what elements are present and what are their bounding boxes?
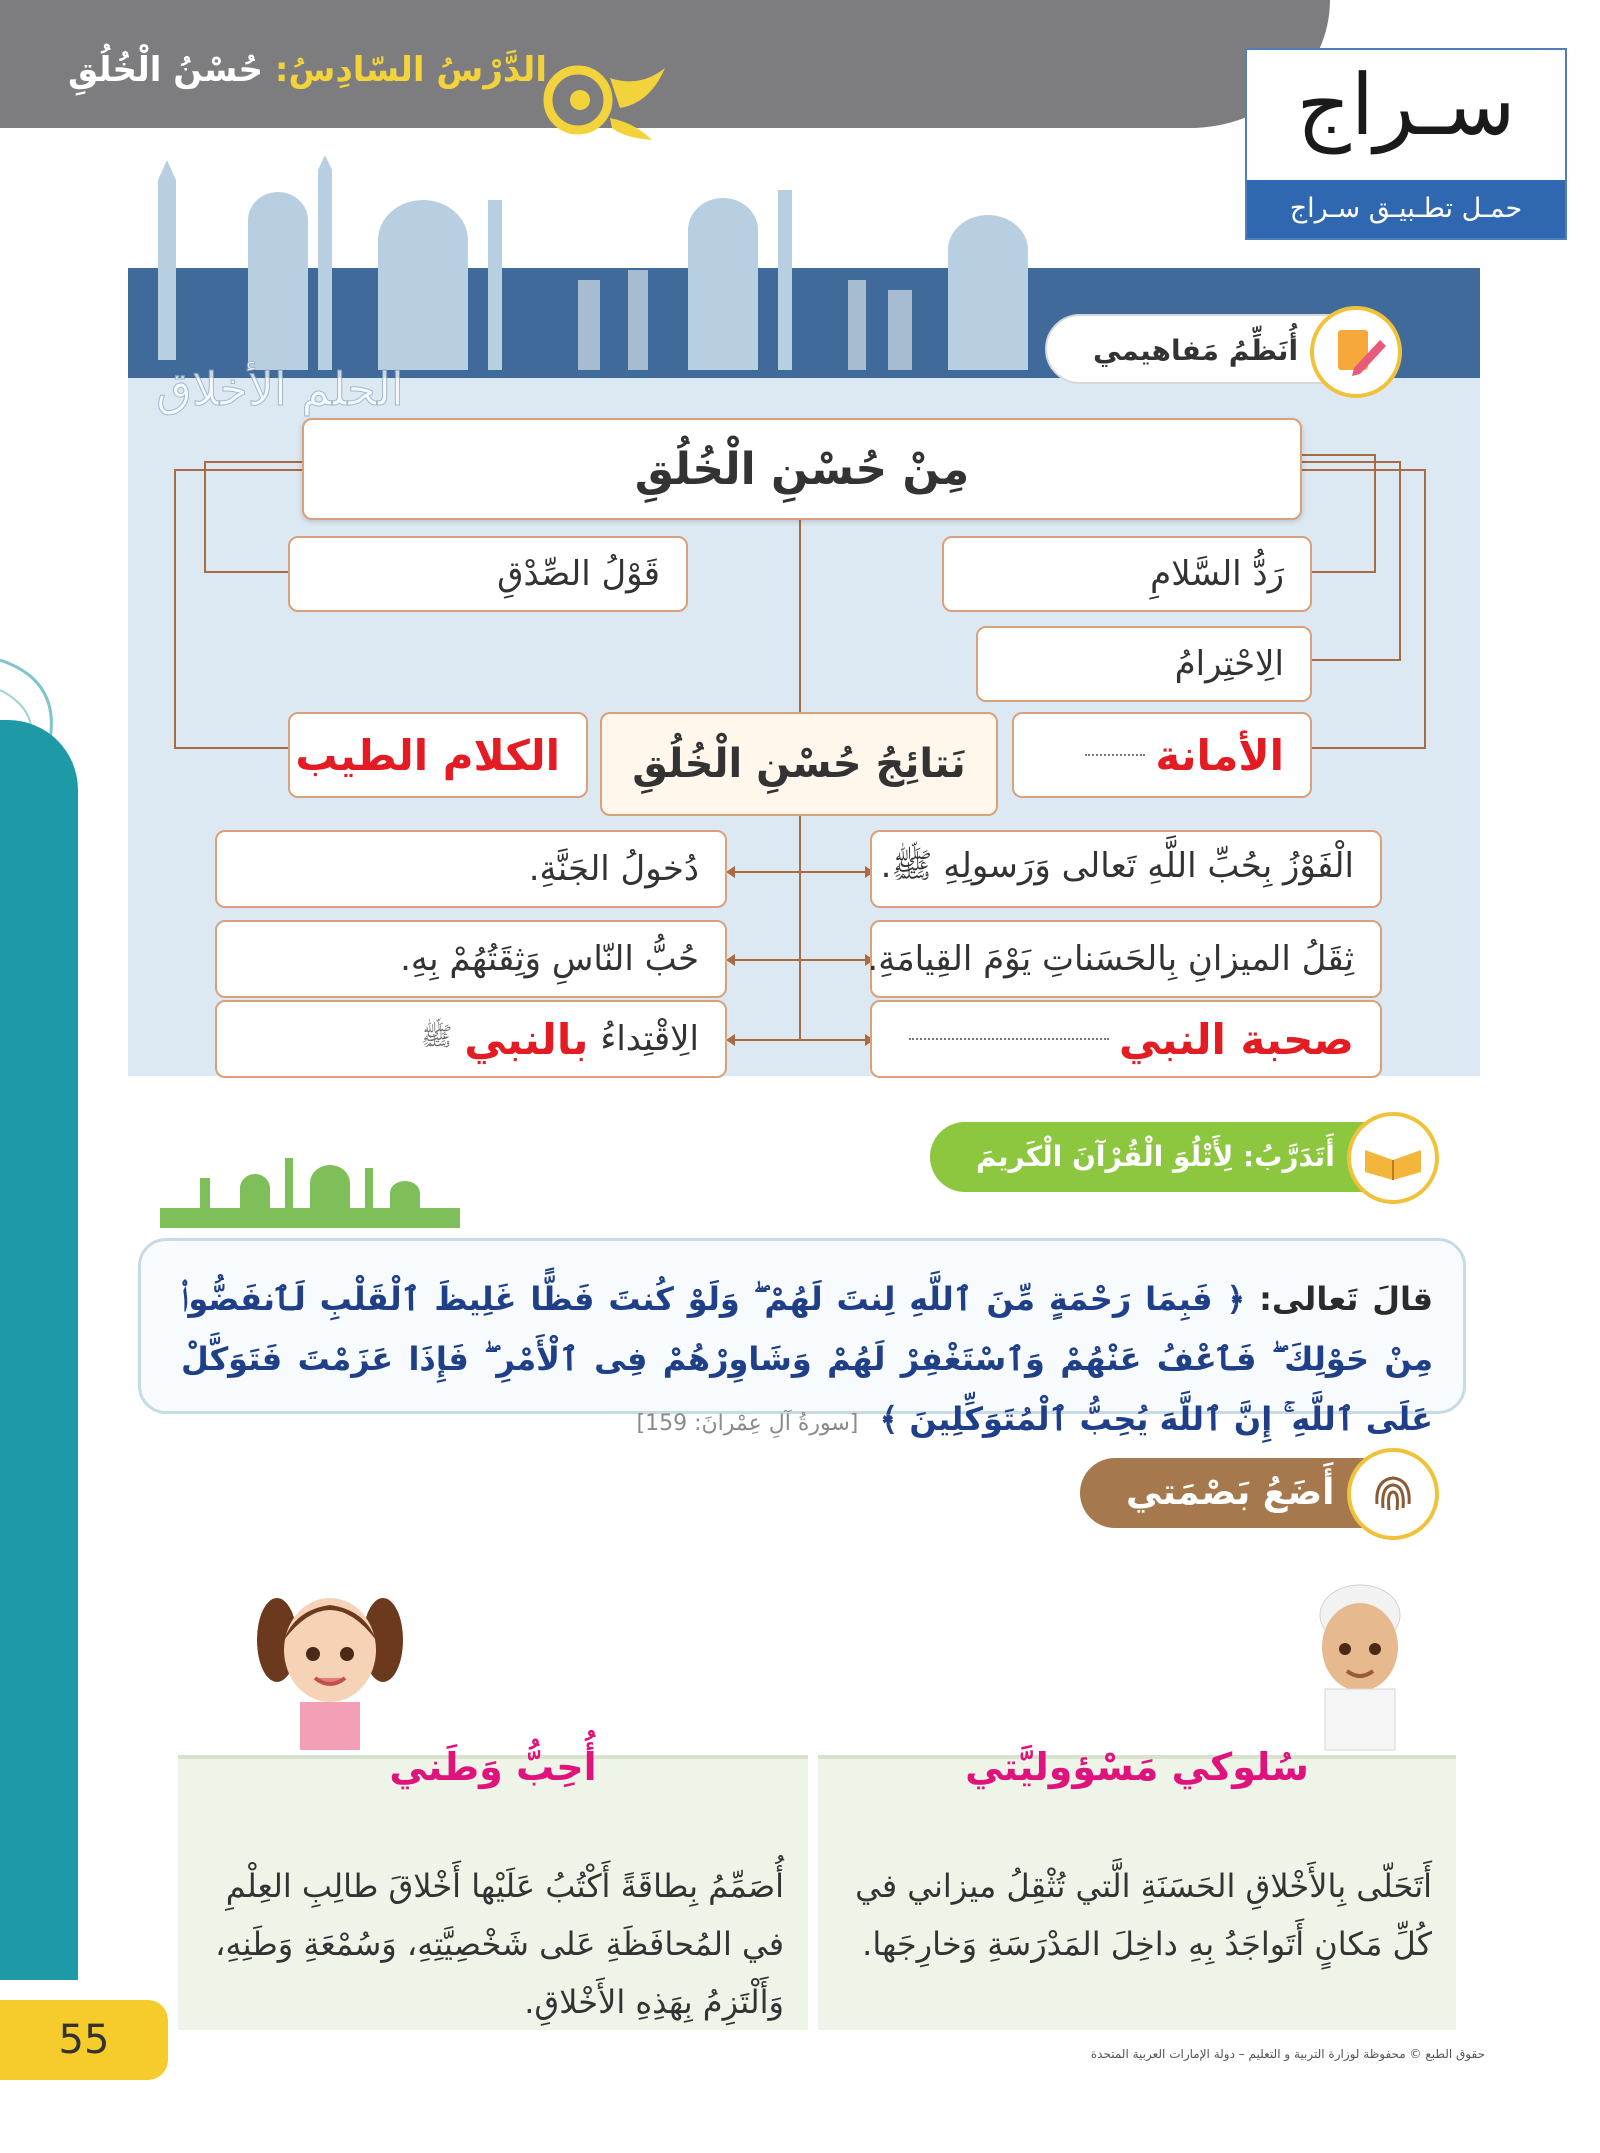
result-left-1: دُخولُ الجَنَّةِ. [215,830,727,908]
answer-kind-words[interactable]: الكلام الطيب [295,730,560,780]
card-my-behavior [818,1755,1456,2030]
green-mosque-decoration [160,1148,460,1228]
organize-label: أُنَظِّمُ مَفاهيمي [1093,334,1299,367]
card-love-homeland-title: أُحِبُّ وَطَني [389,1745,597,1789]
result-left-answer[interactable] [215,1000,727,1078]
result-right-2: ثِقَلُ الميزانِ بِالحَسَناتِ يَوْمَ القِيامَةِ. [870,920,1382,998]
logo-name: سـراج [1296,56,1516,154]
copyright-footer: حقوق الطبع © محفوظة لوزارة التربية و التعليم – دولة الإمارات العربية المتحدة [1090,2047,1485,2061]
quran-practice-tag [930,1122,1427,1192]
card-love-homeland-text: أُصَمِّمُ بِطاقَةً أَكْتُبُ عَلَيْها أَخْلاقَ طالِبِ العِلْمِ في المُحافَظَةِ عَلى شَخْصِيَّتِهِ، وَسُمْعَةِ وَطَنِهِ، وَأَلْتَزِمُ بِهَذِهِ الأَخْلاقِ. [215,1867,784,2021]
concept-main-title: مِنْ حُسْنِ الْخُلُقِ [302,418,1302,520]
answer-the-prophet[interactable]: بالنبي [464,1014,589,1064]
result-left-prefix: الِاقْتِداءُ [600,1019,699,1059]
page-number: 55 [0,2000,168,2080]
result-right-answer[interactable] [870,1000,1382,1078]
verse-intro: قالَ تَعالى: [1259,1280,1434,1318]
my-print-tag [1080,1458,1427,1528]
concept-answer-honesty[interactable] [1012,712,1312,798]
answer-honesty[interactable]: الأمانة [1155,730,1284,780]
result-right-1: الْفَوْزُ بِحُبِّ اللَّهِ تَعالى وَرَسولِهِ ﷺ. [870,830,1382,908]
result-left-2: حُبُّ النّاسِ وَثِقَتُهُمْ بِهِ. [215,920,727,998]
fingerprint-icon [1347,1448,1439,1540]
card-my-behavior-text: أَتَحَلّى بِالأَخْلاقِ الحَسَنَةِ الَّتي تُثْقِلُ ميزاني في كُلِّ مَكانٍ أَتَواجَدُ بِهِ داخِلَ المَدْرَسَةِ وَخارِجَها. [855,1867,1432,1963]
results-title: نَتائِجُ حُسْنِ الْخُلُقِ [600,712,998,816]
card-my-behavior-title: سُلوكي مَسْؤوليَّتي [965,1745,1309,1789]
result-left-suffix: ﷺ [420,1022,453,1052]
download-app-link[interactable]: حمـل تطـبيـق سـراج [1247,180,1565,238]
quran-practice-label: أَتَدَرَّبُ: لِأَتْلُوَ الْقُرْآنَ الْكَريمَ [976,1140,1335,1173]
concept-truthful-speech: قَوْلُ الصِّدْقِ [288,536,688,612]
concept-return-greeting: رَدُّ السَّلامِ [942,536,1312,612]
svg-text:الحلم الأخلاق: الحلم الأخلاق [156,362,404,416]
boy-character-image [1295,1565,1425,1750]
quran-verse-box [138,1238,1466,1438]
card-love-homeland [178,1755,808,2030]
answer-companionship[interactable]: صحبة النبي [1118,1014,1354,1064]
concept-answer-kind-words[interactable] [288,712,588,798]
quran-verse: ﴿ فَبِمَا رَحْمَةٍ مِّنَ ٱللَّهِ لِنتَ لَهُمْ ۖ وَلَوْ كُنتَ فَظًّا غَلِيظَ ٱلْقَلْبِ لَٱنفَضُّوا۟ مِنْ حَوْلِكَ ۖ فَٱعْفُ عَنْهُمْ وَٱسْتَغْفِرْ لَهُمْ وَشَاوِرْهُمْ فِى ٱلْأَمْرِ ۖ فَإِذَا عَزَمْتَ فَتَوَكَّلْ عَلَى ٱللَّهِ ۚ إِنَّ ٱللَّهَ يُحِبُّ ٱلْمُتَوَكِّلِينَ ﴾ [181,1280,1433,1438]
lesson-label: الدَّرْسُ السّادِسُ: [274,50,547,90]
lesson-title: حُسْنُ الْخُلُقِ [68,50,263,90]
verse-reference: [سورةُ آلِ عِمْرانَ: 159] [636,1411,859,1436]
concept-respect: الِاحْتِرامُ [976,626,1312,702]
my-print-label: أَضَعُ بَصْمَتي [1126,1472,1335,1513]
girl-character-image [255,1570,405,1750]
open-book-icon [1347,1112,1439,1204]
